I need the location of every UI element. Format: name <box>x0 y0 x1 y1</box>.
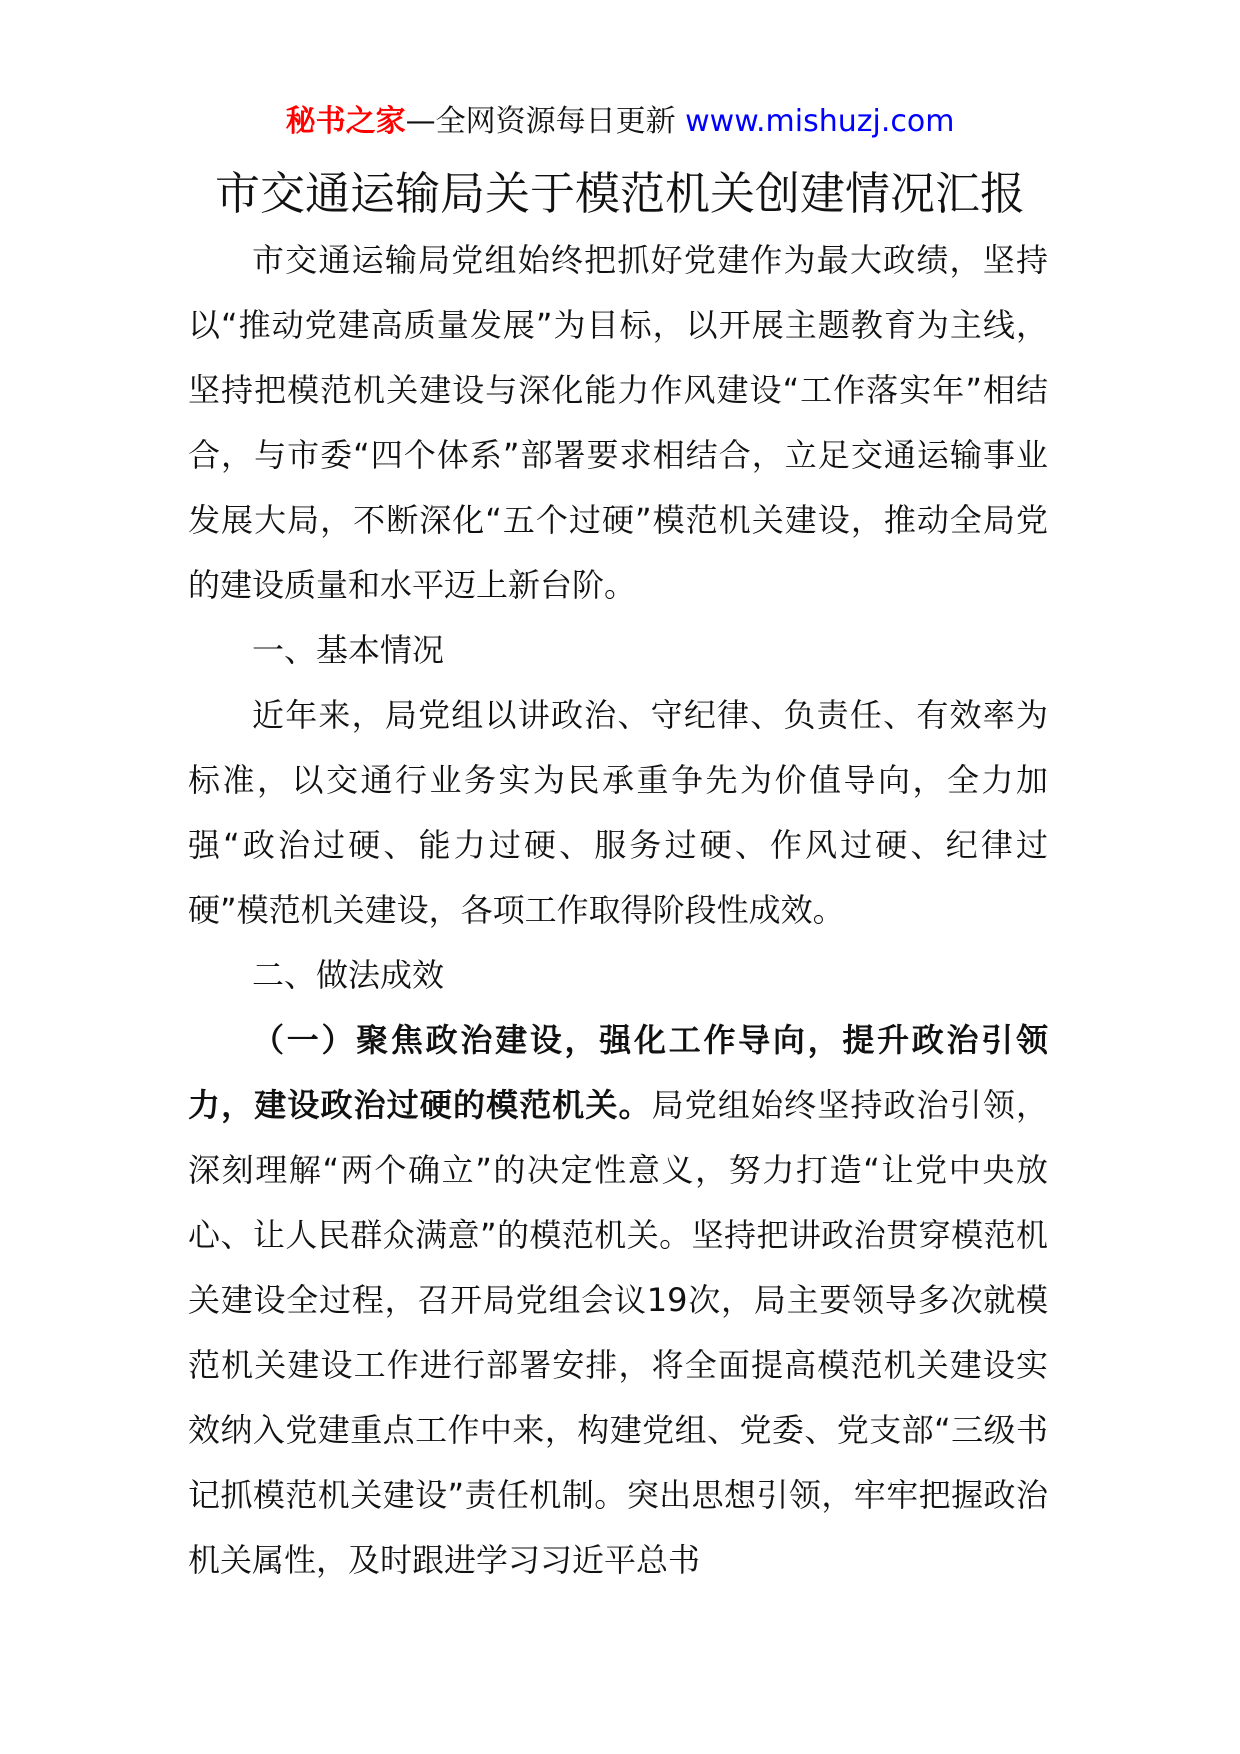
section-basic-paragraph: 近年来，局党组以讲政治、守纪律、负责任、有效率为标准，以交通行业务实为民承重争先为价值导向，全力加强“政治过硬、能力过硬、服务过硬、作风过硬、纪律过硬”模范机关建设，各项工作取得阶段性成效。 <box>188 696 1048 929</box>
subsection-political-heading: （一）聚焦政治建设，强化工作导向，提升政治引领力，建设政治过硬的模范机关。 <box>188 1021 1048 1124</box>
subsection-political-text: 局党组始终坚持政治引领，深刻理解“两个确立”的决定性意义，努力打造“让党中央放心、让人民群众满意”的模范机关。坚持把讲政治贯穿模范机关建设全过程，召开局党组会议19次，局主要领导多次就模范机关建设工作进行部署安排，将全面提高模范机关建设实效纳入党建重点工作中来，构建党组、党委、党支部“三级书记抓模范机关建设”责任机制。突出思想引领，牢牢把握政治机关属性，及时跟进学习习近平总书 <box>188 1086 1048 1579</box>
section-heading-practice: 二、做法成效 <box>252 956 445 994</box>
section-heading-basic: 一、基本情况 <box>252 631 445 669</box>
intro-paragraph: 市交通运输局党组始终把抓好党建作为最大政绩，坚持以“推动党建高质量发展”为目标，以开展主题教育为主线，坚持把模范机关建设与深化能力作风建设“工作落实年”相结合，与市委“四个体系”部署要求相结合，立足交通运输事业发展大局，不断深化“五个过硬”模范机关建设，推动全局党的建设质量和水平迈上新台阶。 <box>188 241 1048 604</box>
brand-name: 秘书之家 <box>285 104 406 139</box>
document-body <box>188 228 1048 1593</box>
brand-slogan: —全网资源每日更新 <box>405 104 676 139</box>
site-url[interactable]: www.mishuzj.com <box>685 104 955 139</box>
subsection-political-paragraph <box>188 1008 1048 1593</box>
document-title: 市交通运输局关于模范机关创建情况汇报 <box>214 167 1025 220</box>
watermark-header <box>0 100 1240 144</box>
